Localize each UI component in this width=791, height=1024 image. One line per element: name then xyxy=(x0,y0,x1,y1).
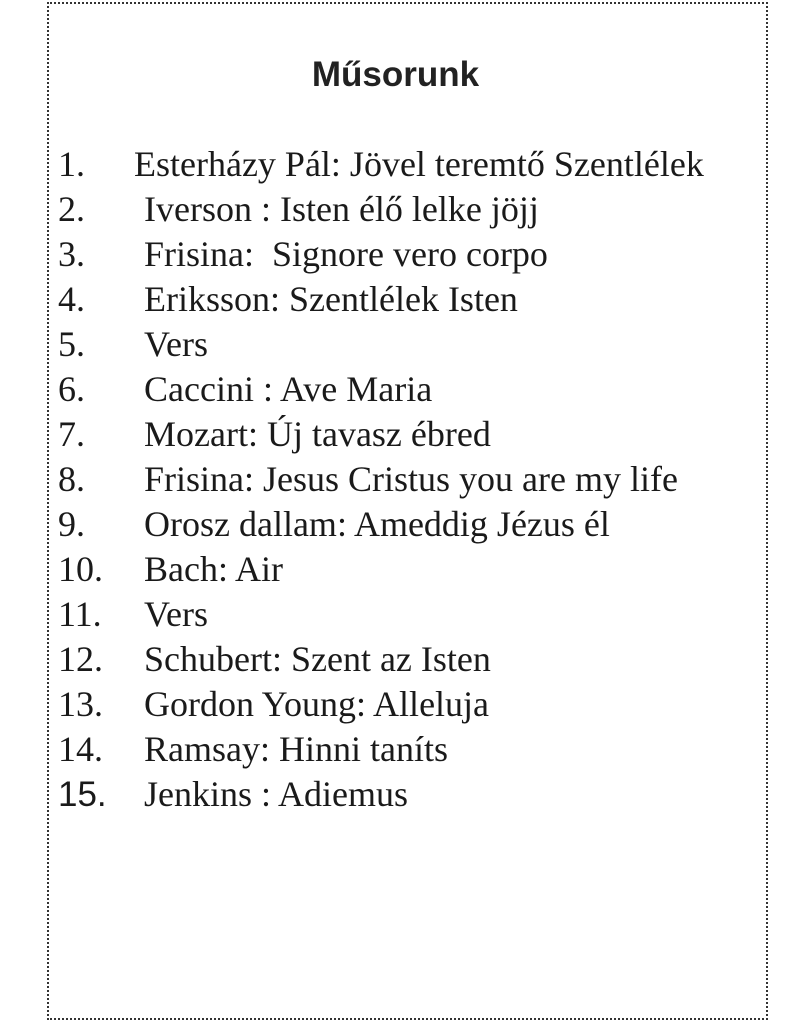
list-item xyxy=(58,367,748,412)
item-text: Gordon Young: Alleluja xyxy=(144,684,490,724)
list-item xyxy=(58,232,748,277)
item-number: 6. xyxy=(58,369,85,409)
list-item xyxy=(58,502,748,547)
program-list xyxy=(58,142,748,817)
item-text: Orosz dallam: Ameddig Jézus él xyxy=(144,504,610,544)
item-number: 4. xyxy=(58,279,85,319)
list-item xyxy=(58,682,748,727)
item-number: 2. xyxy=(58,189,85,229)
item-number: 12. xyxy=(58,639,103,679)
list-item xyxy=(58,727,748,772)
item-text: Frisina: Jesus Cristus you are my life xyxy=(144,459,678,499)
item-text: Iverson : Isten élő lelke jöjj xyxy=(144,189,539,229)
item-number: 8. xyxy=(58,459,85,499)
page-title: Műsorunk xyxy=(311,55,480,94)
list-item xyxy=(58,592,748,637)
list-item xyxy=(58,457,748,502)
item-number: 10. xyxy=(58,549,103,589)
item-number: 13. xyxy=(58,684,103,724)
item-text: Schubert: Szent az Isten xyxy=(144,639,491,679)
item-number: 3. xyxy=(58,234,85,274)
item-text: Jenkins : Adiemus xyxy=(144,774,409,814)
list-item xyxy=(58,637,748,682)
item-text: Frisina: Signore vero corpo xyxy=(144,234,548,274)
item-text: Bach: Air xyxy=(144,549,283,589)
item-number: 11. xyxy=(58,594,102,634)
item-number: 7. xyxy=(58,414,85,454)
list-item xyxy=(58,412,748,457)
item-text: Vers xyxy=(144,594,208,634)
list-item xyxy=(58,277,748,322)
item-number: 15. xyxy=(58,775,107,814)
item-number: 9. xyxy=(58,504,85,544)
item-text: Eriksson: Szentlélek Isten xyxy=(144,279,518,319)
item-number: 5. xyxy=(58,324,85,364)
item-number: 14. xyxy=(58,729,103,769)
list-item xyxy=(58,142,748,187)
item-text: Ramsay: Hinni taníts xyxy=(144,729,448,769)
item-text: Esterházy Pál: Jövel teremtő Szentlélek xyxy=(134,144,704,184)
item-text: Vers xyxy=(144,324,208,364)
list-item xyxy=(58,322,748,367)
item-text: Mozart: Új tavasz ébred xyxy=(144,414,491,454)
item-number: 1. xyxy=(58,144,85,184)
list-item xyxy=(58,547,748,592)
item-text: Caccini : Ave Maria xyxy=(144,369,433,409)
list-item xyxy=(58,772,748,817)
list-item xyxy=(58,187,748,232)
